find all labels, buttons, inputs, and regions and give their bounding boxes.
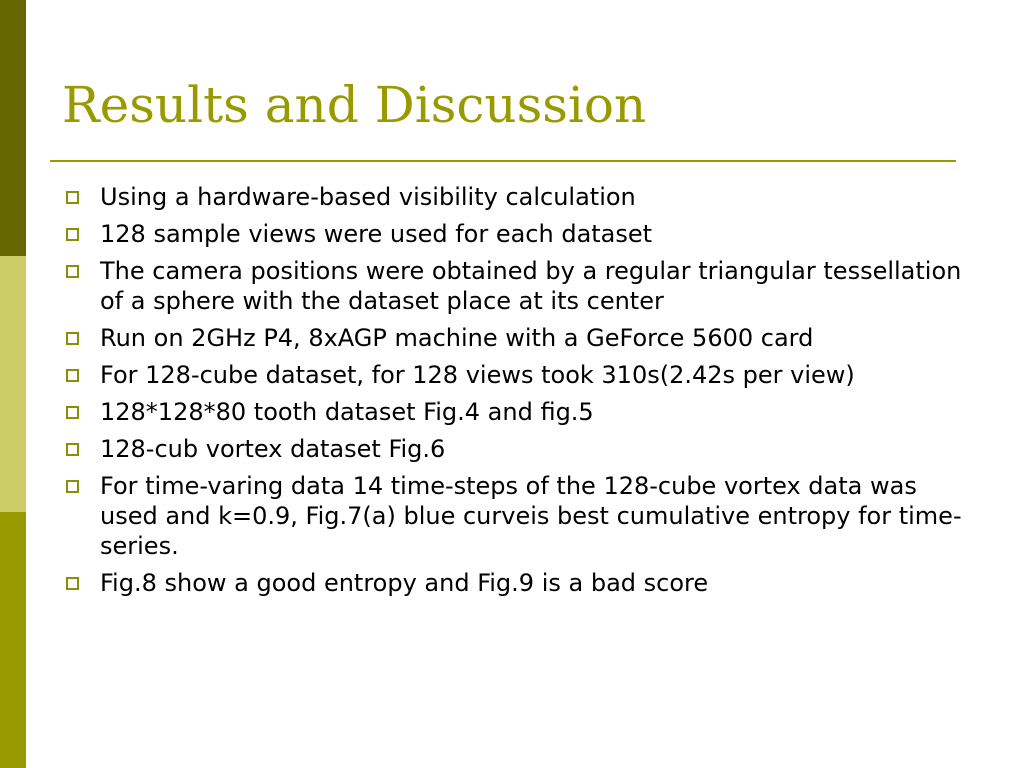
hollow-square-icon <box>66 332 79 345</box>
title-underline <box>50 160 956 162</box>
hollow-square-icon <box>66 191 79 204</box>
bullet-text: Using a hardware-based visibility calculation <box>100 183 636 211</box>
side-bar-bottom <box>0 512 26 768</box>
bullet-list <box>66 182 966 605</box>
hollow-square-icon <box>66 443 79 456</box>
hollow-square-icon <box>66 228 79 241</box>
bullet-text: For 128-cube dataset, for 128 views took 310s(2.42s per view) <box>100 361 855 389</box>
list-item <box>66 360 966 390</box>
hollow-square-icon <box>66 406 79 419</box>
bullet-text: The camera positions were obtained by a regular triangular tessellation of a sphere with the dataset place at its center <box>100 257 962 315</box>
list-item <box>66 219 966 249</box>
slide-title: Results and Discussion <box>62 76 647 134</box>
side-bar-top <box>0 0 26 256</box>
bullet-text: 128*128*80 tooth dataset Fig.4 and fig.5 <box>100 398 594 426</box>
list-item <box>66 256 966 316</box>
side-bar-middle <box>0 256 26 512</box>
hollow-square-icon <box>66 480 79 493</box>
hollow-square-icon <box>66 577 79 590</box>
bullet-text: Run on 2GHz P4, 8xAGP machine with a GeForce 5600 card <box>100 324 814 352</box>
list-item <box>66 434 966 464</box>
hollow-square-icon <box>66 369 79 382</box>
list-item <box>66 323 966 353</box>
bullet-text: Fig.8 show a good entropy and Fig.9 is a bad score <box>100 569 709 597</box>
bullet-text: 128 sample views were used for each dataset <box>100 220 653 248</box>
hollow-square-icon <box>66 265 79 278</box>
list-item <box>66 182 966 212</box>
list-item <box>66 471 966 561</box>
list-item <box>66 397 966 427</box>
bullet-text: 128-cub vortex dataset Fig.6 <box>100 435 446 463</box>
list-item <box>66 568 966 598</box>
bullet-text: For time-varing data 14 time-steps of the 128-cube vortex data was used and k=0.9, Fig.7(a) blue curveis best cumulative entropy for time-series. <box>100 472 962 560</box>
